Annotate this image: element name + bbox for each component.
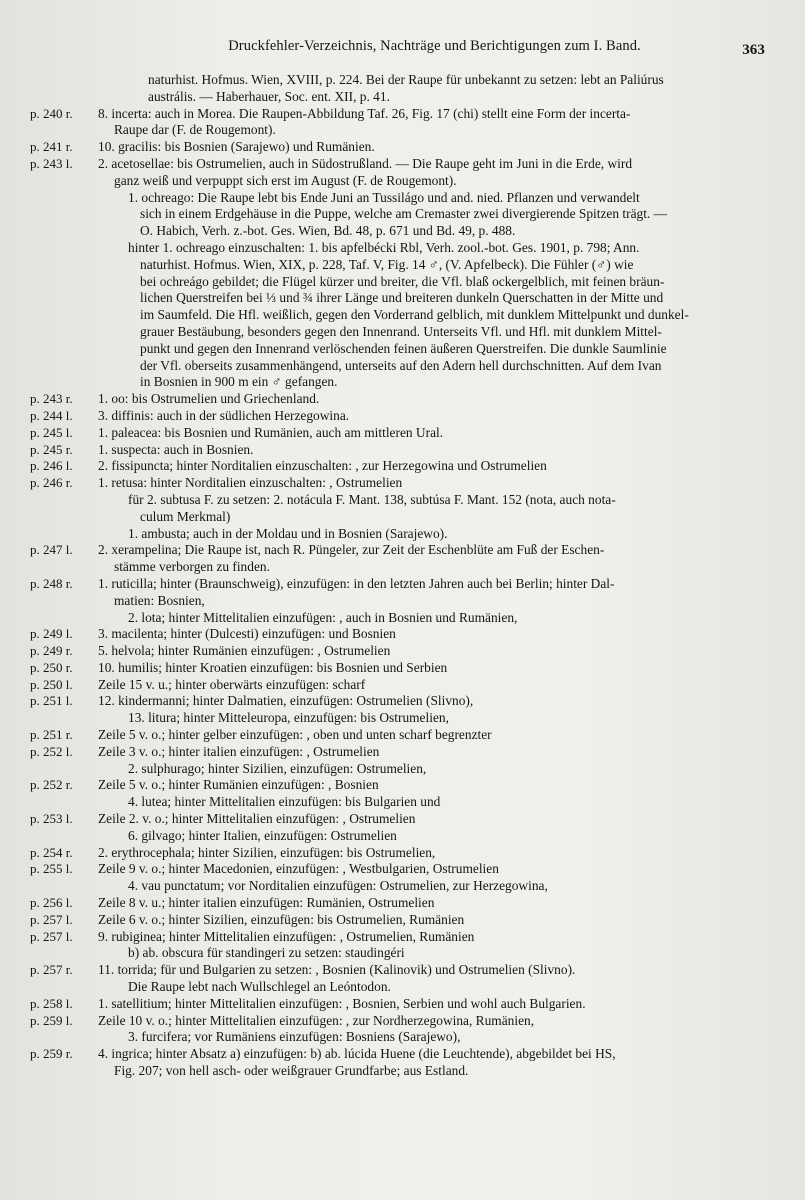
entry-text: 2. sulphurago; hinter Sizilien, einzufügen: Ostrumelien, xyxy=(128,760,427,776)
correction-entry xyxy=(30,777,779,794)
page-number: 363 xyxy=(742,42,765,58)
correction-entry xyxy=(30,509,779,526)
correction-entry xyxy=(30,307,779,324)
correction-entry xyxy=(30,408,779,425)
entry-text: Zeile 9 v. o.; hinter Macedonien, einzufügen: , Westbulgarien, Ostrumelien xyxy=(98,861,499,877)
entry-text: b) ab. obscura für standingeri zu setzen: staudingéri xyxy=(128,945,405,961)
page-reference: p. 249 r. xyxy=(30,643,73,659)
entry-text: 2. lota; hinter Mittelitalien einzufügen: , auch in Bosnien und Rumänien, xyxy=(128,609,518,625)
entry-text: 4. lutea; hinter Mittelitalien einzufügen: bis Bulgarien und xyxy=(128,794,441,810)
correction-entry xyxy=(30,710,779,727)
entry-text: 3. furcifera; vor Rumäniens einzufügen: Bosniens (Sarajewo), xyxy=(128,1029,461,1045)
entry-text: 1. satellitium; hinter Mittelitalien einzufügen: , Bosnien, Serbien und wohl auch Bulgarien. xyxy=(98,995,586,1011)
page-reference xyxy=(30,240,98,257)
entry-text: austrális. — Haberhauer, Soc. ent. XII, p. 41. xyxy=(148,88,390,104)
correction-entry xyxy=(30,828,779,845)
page-reference: p. 249 l. xyxy=(30,626,73,642)
entry-text: punkt und gegen den Innenrand verlöschenden feinen äußeren Querstreifen. Die dunkle Saumlinie xyxy=(140,340,667,356)
page-reference: p. 250 l. xyxy=(30,676,73,692)
page-reference: p. 250 r. xyxy=(30,659,73,675)
page-reference xyxy=(30,945,98,962)
correction-entry xyxy=(30,156,779,173)
header-title: Druckfehler-Verzeichnis, Nachträge und Berichtigungen zum I. Band. xyxy=(228,38,641,54)
page-reference xyxy=(30,794,98,811)
correction-entry xyxy=(30,274,779,291)
correction-entry xyxy=(30,912,779,929)
entry-text: im Saumfeld. Die Hfl. weißlich, gegen den Vorderrand gelblich, mit dunklem Mittelpunkt und dunkel- xyxy=(140,307,689,323)
page-reference xyxy=(30,979,98,996)
correction-entry xyxy=(30,206,779,223)
page-reference xyxy=(30,358,98,375)
correction-entry xyxy=(30,593,779,610)
page-reference xyxy=(30,223,98,240)
page-reference xyxy=(30,1063,98,1080)
page-reference: p. 253 l. xyxy=(30,811,73,827)
correction-entry xyxy=(30,576,779,593)
correction-entry xyxy=(30,861,779,878)
entry-text: 3. macilenta; hinter (Dulcesti) einzufügen: und Bosnien xyxy=(98,626,396,642)
page-reference xyxy=(30,341,98,358)
entry-text: ganz weiß und verpuppt sich erst im August (F. de Rougemont). xyxy=(114,172,457,188)
correction-entry xyxy=(30,643,779,660)
page-reference xyxy=(30,593,98,610)
page-reference xyxy=(30,559,98,576)
entry-text: 1. ambusta; auch in der Moldau und in Bosnien (Sarajewo). xyxy=(128,525,448,541)
page-reference: p. 251 r. xyxy=(30,727,73,743)
entry-text: Raupe dar (F. de Rougemont). xyxy=(114,122,276,138)
entry-text: 2. fissipuncta; hinter Norditalien einzuschalten: , zur Herzegowina und Ostrumelien xyxy=(98,458,547,474)
correction-entry xyxy=(30,190,779,207)
correction-entry xyxy=(30,324,779,341)
correction-entry xyxy=(30,374,779,391)
entry-text: 12. kindermanni; hinter Dalmatien, einzufügen: Ostrumelien (Slivno), xyxy=(98,693,474,709)
correction-entry xyxy=(30,223,779,240)
correction-entry xyxy=(30,89,779,106)
entry-text: 2. xerampelina; Die Raupe ist, nach R. Püngeler, zur Zeit der Eschenblüte am Fuß der Eschen- xyxy=(98,542,605,558)
page-reference: p. 245 r. xyxy=(30,441,73,457)
entry-text: 1. paleacea: bis Bosnien und Rumänien, auch am mittleren Ural. xyxy=(98,424,444,440)
entry-text: 1. suspecta: auch in Bosnien. xyxy=(98,441,254,457)
page-reference: p. 251 l. xyxy=(30,693,73,709)
entry-text: naturhist. Hofmus. Wien, XIX, p. 228, Taf. V, Fig. 14 ♂, (V. Apfelbeck). Die Fühler (♂) wie xyxy=(140,256,634,272)
correction-entry xyxy=(30,341,779,358)
correction-entry xyxy=(30,929,779,946)
page-reference xyxy=(30,828,98,845)
page-reference xyxy=(30,307,98,324)
page-reference: p. 257 l. xyxy=(30,928,73,944)
correction-entry xyxy=(30,492,779,509)
page-reference: p. 255 l. xyxy=(30,861,73,877)
page-reference: p. 256 l. xyxy=(30,895,73,911)
entry-text: Zeile 3 v. o.; hinter italien einzufügen: , Ostrumelien xyxy=(98,743,380,759)
correction-entry xyxy=(30,290,779,307)
correction-entry xyxy=(30,240,779,257)
page-reference xyxy=(30,206,98,223)
entry-text: stämme verborgen zu finden. xyxy=(114,559,270,575)
entry-text: 1. ruticilla; hinter (Braunschweig), einzufügen: in den letzten Jahren auch bei Berlin; hinter Dal- xyxy=(98,575,615,591)
page-reference: p. 252 r. xyxy=(30,777,73,793)
page-reference xyxy=(30,710,98,727)
page-reference: p. 257 r. xyxy=(30,962,73,978)
entry-text: in Bosnien in 900 m ein ♂ gefangen. xyxy=(140,374,338,390)
running-header xyxy=(30,38,779,64)
entry-text: lichen Querstreifen bei ⅓ und ¾ ihrer Länge und breiteren dunkeln Querschatten in der Mitte und xyxy=(140,290,664,306)
entry-text: Zeile 8 v. u.; hinter italien einzufügen: Rumänien, Ostrumelien xyxy=(98,895,435,911)
entry-text: 10. gracilis: bis Bosnien (Sarajewo) und Rumänien. xyxy=(98,139,375,155)
entry-text: der Vfl. oberseits zusammenhängend, unterseits auf den Adern hell durchschnitten. Auf dem Ivan xyxy=(140,357,662,373)
entry-text: 10. humilis; hinter Kroatien einzufügen: bis Bosnien und Serbien xyxy=(98,659,448,675)
entry-text: 11. torrida; für und Bulgarien zu setzen: , Bosnien (Kalinovik) und Ostrumelien (Slivno). xyxy=(98,962,576,978)
entry-text: grauer Bestäubung, besonders gegen den Innenrand. Unterseits Vfl. und Hfl. mit dunklem Mittel- xyxy=(140,323,662,339)
entry-text: 6. gilvago; hinter Italien, einzufügen: Ostrumelien xyxy=(128,827,397,843)
correction-entry xyxy=(30,845,779,862)
entry-text: culum Merkmal) xyxy=(140,508,231,524)
correction-entry xyxy=(30,895,779,912)
entry-text: bei ochreágo gebildet; die Flügel kürzer und breiter, die Vfl. blaß ockergelblich, mit feinen bräun- xyxy=(140,273,665,289)
correction-entry xyxy=(30,962,779,979)
correction-entry xyxy=(30,626,779,643)
entry-text: 13. litura; hinter Mitteleuropa, einzufügen: bis Ostrumelien, xyxy=(128,710,449,726)
page-reference: p. 240 r. xyxy=(30,105,73,121)
page-reference: p. 246 l. xyxy=(30,458,73,474)
entry-text: Zeile 5 v. o.; hinter Rumänien einzufügen: , Bosnien xyxy=(98,777,379,793)
page-reference: p. 248 r. xyxy=(30,575,73,591)
correction-entry xyxy=(30,358,779,375)
correction-entry xyxy=(30,122,779,139)
entry-text: 9. rubiginea; hinter Mittelitalien einzufügen: , Ostrumelien, Rumänien xyxy=(98,928,475,944)
correction-entry xyxy=(30,677,779,694)
entry-text: O. Habich, Verh. z.-bot. Ges. Wien, Bd. 48, p. 671 und Bd. 49, p. 488. xyxy=(140,223,516,239)
correction-entry xyxy=(30,257,779,274)
correction-entry xyxy=(30,660,779,677)
page-reference xyxy=(30,374,98,391)
entry-text: hinter 1. ochreago einzuschalten: 1. bis apfelbécki Rbl, Verh. zool.-bot. Ges. 1901, p. 798; Ann. xyxy=(128,239,640,255)
page-reference xyxy=(30,509,98,526)
entry-text: 5. helvola; hinter Rumänien einzufügen: , Ostrumelien xyxy=(98,643,391,659)
page-reference: p. 254 r. xyxy=(30,844,73,860)
correction-entry xyxy=(30,458,779,475)
correction-entry xyxy=(30,878,779,895)
page-reference xyxy=(30,324,98,341)
correction-entry xyxy=(30,526,779,543)
correction-list xyxy=(30,72,779,1080)
entry-text: matien: Bosnien, xyxy=(114,592,205,608)
page-reference xyxy=(30,1029,98,1046)
correction-entry xyxy=(30,542,779,559)
correction-entry xyxy=(30,761,779,778)
entry-text: naturhist. Hofmus. Wien, XVIII, p. 224. Bei der Raupe für unbekannt zu setzen: lebt an Paliúrus xyxy=(148,72,664,87)
page-reference xyxy=(30,72,98,89)
correction-entry xyxy=(30,173,779,190)
page-reference: p. 243 l. xyxy=(30,155,73,171)
entry-text: 4. ingrica; hinter Absatz a) einzufügen: b) ab. lúcida Huene (die Leuchtende), abgebildet bei HS, xyxy=(98,1046,616,1062)
correction-entry xyxy=(30,139,779,156)
correction-entry xyxy=(30,610,779,627)
entry-text: für 2. subtusa F. zu setzen: 2. notácula F. Mant. 138, subtúsa F. Mant. 152 (nota, auch nota- xyxy=(128,491,616,507)
correction-entry xyxy=(30,727,779,744)
page-reference: p. 259 l. xyxy=(30,1012,73,1028)
page-reference: p. 258 l. xyxy=(30,995,73,1011)
entry-text: 1. ochreago: Die Raupe lebt bis Ende Juni an Tussilágo und and. nied. Pflanzen und verwandelt xyxy=(128,189,640,205)
correction-entry xyxy=(30,106,779,123)
correction-entry xyxy=(30,1013,779,1030)
page-reference: p. 247 l. xyxy=(30,542,73,558)
page-reference xyxy=(30,526,98,543)
correction-entry xyxy=(30,1063,779,1080)
entry-text: Zeile 15 v. u.; hinter oberwärts einzufügen: scharf xyxy=(98,676,366,692)
page-reference: p. 243 r. xyxy=(30,391,73,407)
correction-entry xyxy=(30,744,779,761)
entry-text: Zeile 2. v. o.; hinter Mittelitalien einzufügen: , Ostrumelien xyxy=(98,811,416,827)
correction-entry xyxy=(30,1046,779,1063)
correction-entry xyxy=(30,945,779,962)
correction-entry xyxy=(30,811,779,828)
correction-entry xyxy=(30,693,779,710)
entry-text: Zeile 5 v. o.; hinter gelber einzufügen: , oben und unten scharf begrenzter xyxy=(98,727,492,743)
page-reference xyxy=(30,878,98,895)
entry-text: Fig. 207; von hell asch- oder weißgrauer Grundfarbe; aus Estland. xyxy=(114,1063,469,1079)
page-reference xyxy=(30,492,98,509)
page-reference xyxy=(30,274,98,291)
correction-entry xyxy=(30,996,779,1013)
page-reference: p. 257 l. xyxy=(30,911,73,927)
entry-text: 1. oo: bis Ostrumelien und Griechenland. xyxy=(98,391,320,407)
correction-entry xyxy=(30,442,779,459)
page-reference xyxy=(30,89,98,106)
page-reference xyxy=(30,610,98,627)
page-reference xyxy=(30,122,98,139)
correction-entry xyxy=(30,391,779,408)
entry-text: 2. erythrocephala; hinter Sizilien, einzufügen: bis Ostrumelien, xyxy=(98,844,436,860)
entry-text: 8. incerta: auch in Morea. Die Raupen-Abbildung Taf. 26, Fig. 17 (chi) stellt eine Form der incerta- xyxy=(98,105,631,121)
correction-entry xyxy=(30,794,779,811)
correction-entry xyxy=(30,72,779,89)
entry-text: Die Raupe lebt nach Wullschlegel an Leóntodon. xyxy=(128,979,391,995)
correction-entry xyxy=(30,475,779,492)
entry-text: 3. diffinis: auch in der südlichen Herzegowina. xyxy=(98,407,350,423)
page-reference: p. 241 r. xyxy=(30,139,73,155)
page-reference: p. 259 r. xyxy=(30,1046,73,1062)
page-reference: p. 246 r. xyxy=(30,475,73,491)
correction-entry xyxy=(30,1029,779,1046)
entry-text: Zeile 6 v. o.; hinter Sizilien, einzufügen: bis Ostrumelien, Rumänien xyxy=(98,911,465,927)
entry-text: 1. retusa: hinter Norditalien einzuschalten: , Ostrumelien xyxy=(98,475,403,491)
page-reference xyxy=(30,257,98,274)
page-reference: p. 252 l. xyxy=(30,743,73,759)
correction-entry xyxy=(30,979,779,996)
page-reference xyxy=(30,190,98,207)
entry-text: Zeile 10 v. o.; hinter Mittelitalien einzufügen: , zur Nordherzegowina, Rumänien, xyxy=(98,1012,535,1028)
page-reference: p. 244 l. xyxy=(30,407,73,423)
correction-entry xyxy=(30,559,779,576)
page-reference xyxy=(30,173,98,190)
entry-text: 4. vau punctatum; vor Norditalien einzufügen: Ostrumelien, zur Herzegowina, xyxy=(128,878,548,894)
correction-entry xyxy=(30,425,779,442)
page-reference xyxy=(30,290,98,307)
page-reference: p. 245 l. xyxy=(30,424,73,440)
page-reference xyxy=(30,761,98,778)
entry-text: sich in einem Erdgehäuse in die Puppe, welche am Cremaster zwei divergierende Spitzen trägt. — xyxy=(140,206,668,222)
entry-text: 2. acetosellae: bis Ostrumelien, auch in Südostrußland. — Die Raupe geht im Juni in die Erde, wird xyxy=(98,155,633,171)
